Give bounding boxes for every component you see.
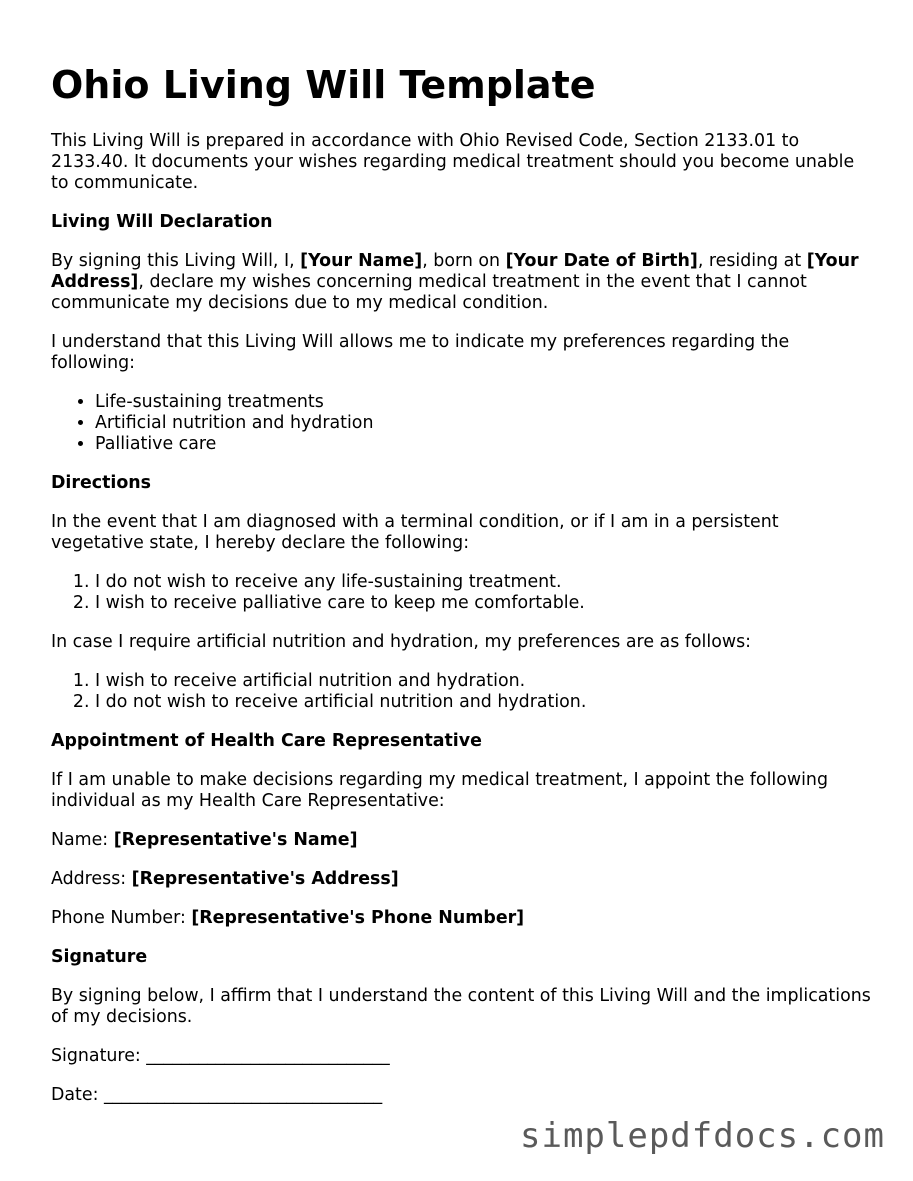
representative-paragraph: If I am unable to make decisions regarding my medical treatment, I appoint the following individual as my Health Care Representative: — [51, 770, 828, 811]
declaration-text-c: , residing at — [697, 251, 807, 271]
representative-phone-label: Phone Number: — [51, 908, 192, 928]
list-item: 1. I wish to receive artificial nutrition and hydration. — [95, 671, 871, 692]
representative-heading: Appointment of Health Care Representative — [51, 731, 482, 751]
nutrition-list — [51, 671, 871, 713]
list-item: 2. I wish to receive palliative care to keep me comfortable. — [95, 593, 871, 614]
signature-line: Signature: ____________________________ — [51, 1046, 390, 1066]
list-item: • Artificial nutrition and hydration — [95, 413, 871, 434]
representative-name-line — [51, 830, 871, 851]
representative-address-line — [51, 869, 871, 890]
representative-address-label: Address: — [51, 869, 132, 889]
page-title: Ohio Living Will Template — [51, 63, 596, 107]
declaration-text-b: , born on — [422, 251, 506, 271]
document-page — [51, 62, 871, 1124]
address-placeholder: [Your Address] — [51, 251, 859, 292]
directions-heading: Directions — [51, 473, 152, 493]
representative-name-placeholder: [Representative's Name] — [113, 830, 358, 850]
list-item: • Palliative care — [95, 434, 871, 455]
declaration-heading: Living Will Declaration — [51, 212, 273, 232]
declaration-text-a: By signing this Living Will, I, — [51, 251, 301, 271]
signature-paragraph: By signing below, I affirm that I understand the content of this Living Will and the implications of my decisions. — [51, 986, 871, 1027]
treatment-list — [51, 572, 871, 614]
representative-address-placeholder: [Representative's Address] — [131, 869, 399, 889]
directions-paragraph: In the event that I am diagnosed with a terminal condition, or if I am in a persistent vegetative state, I hereby declare the following: — [51, 512, 779, 553]
preferences-paragraph: I understand that this Living Will allows me to indicate my preferences regarding the following: — [51, 332, 790, 373]
representative-name-label: Name: — [51, 830, 114, 850]
signature-heading: Signature — [51, 947, 148, 967]
list-item: 1. I do not wish to receive any life-sustaining treatment. — [95, 572, 871, 593]
list-item: • Life-sustaining treatments — [95, 392, 871, 413]
date-of-birth-placeholder: [Your Date of Birth] — [505, 251, 698, 271]
nutrition-paragraph: In case I require artificial nutrition and hydration, my preferences are as follows: — [51, 632, 752, 652]
preferences-list — [51, 392, 871, 455]
declaration-paragraph — [51, 251, 871, 314]
representative-phone-line — [51, 908, 871, 929]
representative-phone-placeholder: [Representative's Phone Number] — [191, 908, 525, 928]
intro-paragraph: This Living Will is prepared in accordance with Ohio Revised Code, Section 2133.01 to 2133.40. It documents your wishes regarding medical treatment should you become unable to communicate. — [51, 131, 855, 193]
list-item: 2. I do not wish to receive artificial nutrition and hydration. — [95, 692, 871, 713]
date-line: Date: ________________________________ — [51, 1085, 383, 1105]
declaration-text-d: , declare my wishes concerning medical treatment in the event that I cannot communicate my decisions due to my medical condition. — [51, 272, 807, 313]
watermark-text: simplepdfdocs.com — [520, 1116, 885, 1156]
your-name-placeholder: [Your Name] — [300, 251, 423, 271]
